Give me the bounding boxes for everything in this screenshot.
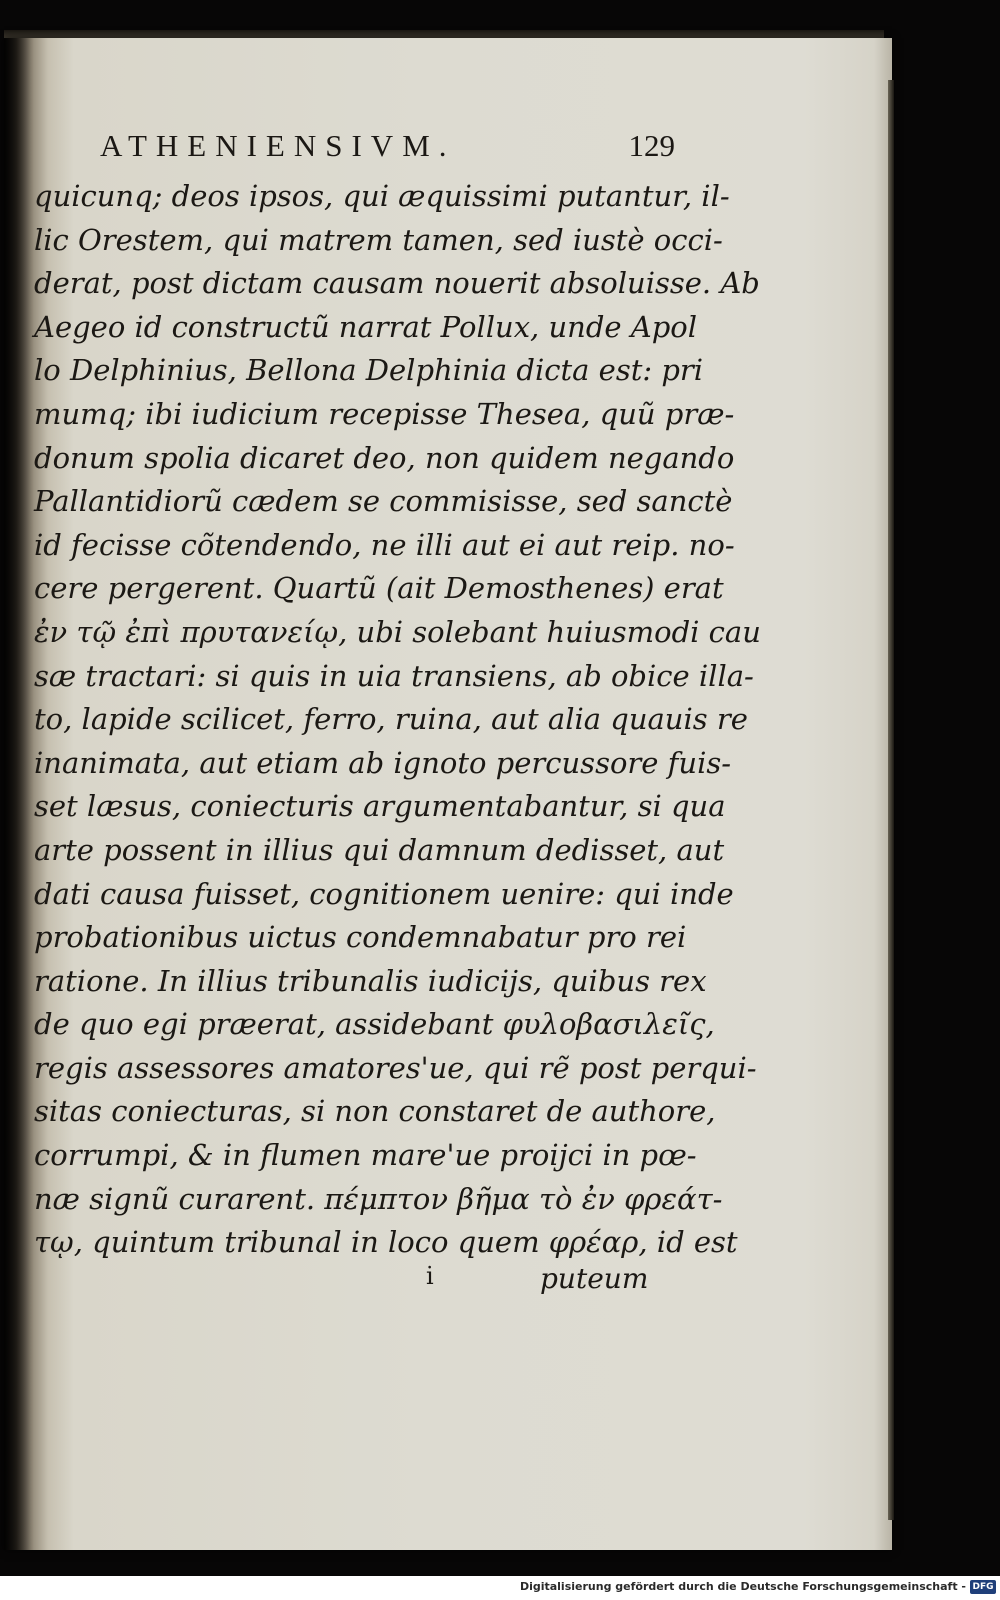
text-line: de quo egi præerat, assidebant φυλοβασιλεῖς, xyxy=(34,1007,715,1042)
text-line: quicunq; deos ipsos, qui æquissimi putantur, il- xyxy=(34,179,730,213)
text-line: Aegeo id constructũ narrat Pollux, unde Apol xyxy=(34,309,698,344)
text-line: to, lapide scilicet, ferro, ruina, aut alia quauis re xyxy=(34,702,748,737)
body-text xyxy=(34,175,761,1265)
text-line: sæ tractari: si quis in uia transiens, ab obice illa- xyxy=(34,658,754,693)
text-line: donum spolia dicaret deo, non quidem negando xyxy=(34,440,735,475)
page-footer xyxy=(0,1262,1000,1302)
text-line: dati causa fuisset, cognitionem uenire: qui inde xyxy=(34,876,734,911)
text-line: ratione. In illius tribunalis iudicijs, quibus rex xyxy=(34,963,707,998)
page-right-edge xyxy=(888,80,894,1520)
text-line: sitas coniecturas, si non constaret de authore, xyxy=(34,1094,716,1129)
page-number: 129 xyxy=(628,128,675,163)
running-head: ATHENIENSIVM. xyxy=(100,128,456,163)
text-line: næ signũ curarent. πέμπτον βῆμα τὸ ἐν φρεάτ- xyxy=(34,1181,723,1216)
page-header xyxy=(100,128,675,172)
text-line: regis assessores amatores'ue, qui rẽ post perqui- xyxy=(34,1050,757,1085)
signature-mark: i xyxy=(426,1262,434,1290)
text-line: lic Orestem, qui matrem tamen, sed iustè occi- xyxy=(34,222,723,257)
text-line: lo Delphinius, Bellona Delphinia dicta est: pri xyxy=(34,353,704,388)
text-line: arte possent in illius qui damnum dedisset, aut xyxy=(34,832,725,867)
text-line: set læsus, coniecturis argumentabantur, si qua xyxy=(34,789,726,824)
credit-bar xyxy=(0,1576,1000,1600)
text-line: corrumpi, & in flumen mare'ue proijci in pœ- xyxy=(34,1138,697,1173)
text-line: inanimata, aut etiam ab ignoto percussore fuis- xyxy=(34,745,732,780)
catchword: puteum xyxy=(540,1262,649,1295)
dfg-logo: DFG xyxy=(970,1580,996,1594)
text-line: mumq; ibi iudicium recepisse Thesea, quũ præ- xyxy=(34,396,735,431)
text-line: id fecisse cõtendendo, ne illi aut ei aut reip. no- xyxy=(34,527,735,562)
text-line: derat, post dictam causam nouerit absoluisse. Ab xyxy=(34,266,760,301)
text-line: τῳ, quintum tribunal in loco quem φρέαρ, id est xyxy=(34,1225,738,1260)
text-line: Pallantidiorũ cædem se commisisse, sed sanctè xyxy=(34,484,733,519)
funding-credit: Digitalisierung gefördert durch die Deutsche Forschungsgemeinschaft - xyxy=(519,1580,966,1593)
text-line: probationibus uictus condemnabatur pro rei xyxy=(34,920,687,955)
text-line: ἐν τῷ ἐπὶ πρυτανείῳ, ubi solebant huiusmodi cau xyxy=(34,614,761,649)
text-line: cere pergerent. Quartũ (ait Demosthenes) erat xyxy=(34,571,724,606)
